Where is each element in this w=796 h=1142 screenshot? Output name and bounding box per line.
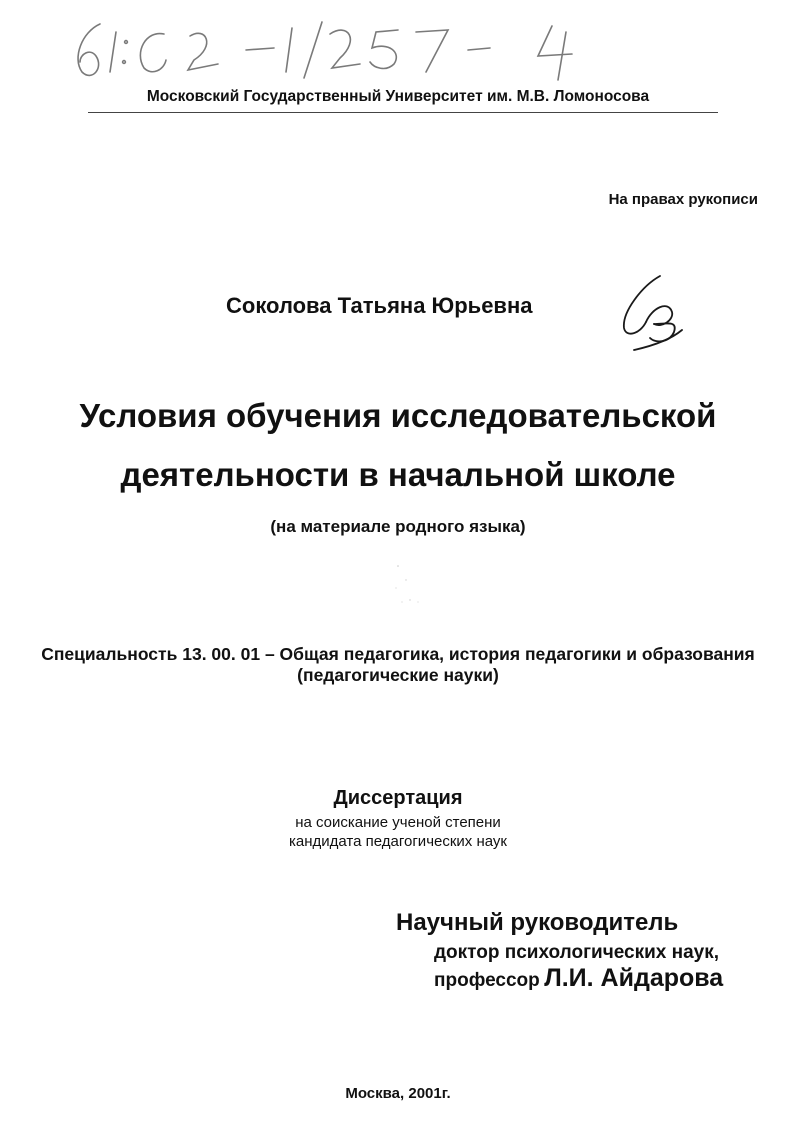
supervisor-name-line xyxy=(434,964,723,993)
supervisor-degree: доктор психологических наук, xyxy=(434,942,720,963)
city-year: Москва, 2001г. xyxy=(345,1085,451,1102)
dissertation-label: Диссертация xyxy=(333,787,463,809)
supervisor-name: Л.И. Айдарова xyxy=(544,964,724,992)
degree-purpose-line-2: кандидата педагогических наук xyxy=(289,833,507,850)
header-divider xyxy=(88,112,718,113)
rights-note: На правах рукописи xyxy=(608,191,758,208)
author-name: Соколова Татьяна Юрьевна xyxy=(226,293,533,318)
university-name: Московский Государственный Университет им. М.В. Ломоносова xyxy=(146,88,650,105)
dissertation-subtitle: (на материале родного языка) xyxy=(270,517,526,536)
scan-speckle xyxy=(388,558,438,608)
supervisor-heading: Научный руководитель xyxy=(396,909,679,936)
degree-purpose-line-1: на соискание ученой степени xyxy=(295,814,501,831)
dissertation-title-line-2: деятельности в начальной школе xyxy=(120,456,676,493)
specialty-statement: Специальность 13. 00. 01 – Общая педагогика, история педагогики и образования (педагогические науки) xyxy=(41,644,755,685)
author-signature xyxy=(612,268,692,358)
archive-pencil-mark xyxy=(60,10,600,90)
supervisor-title: профессор xyxy=(434,970,540,991)
dissertation-title-line-1: Условия обучения исследовательской xyxy=(79,397,717,434)
